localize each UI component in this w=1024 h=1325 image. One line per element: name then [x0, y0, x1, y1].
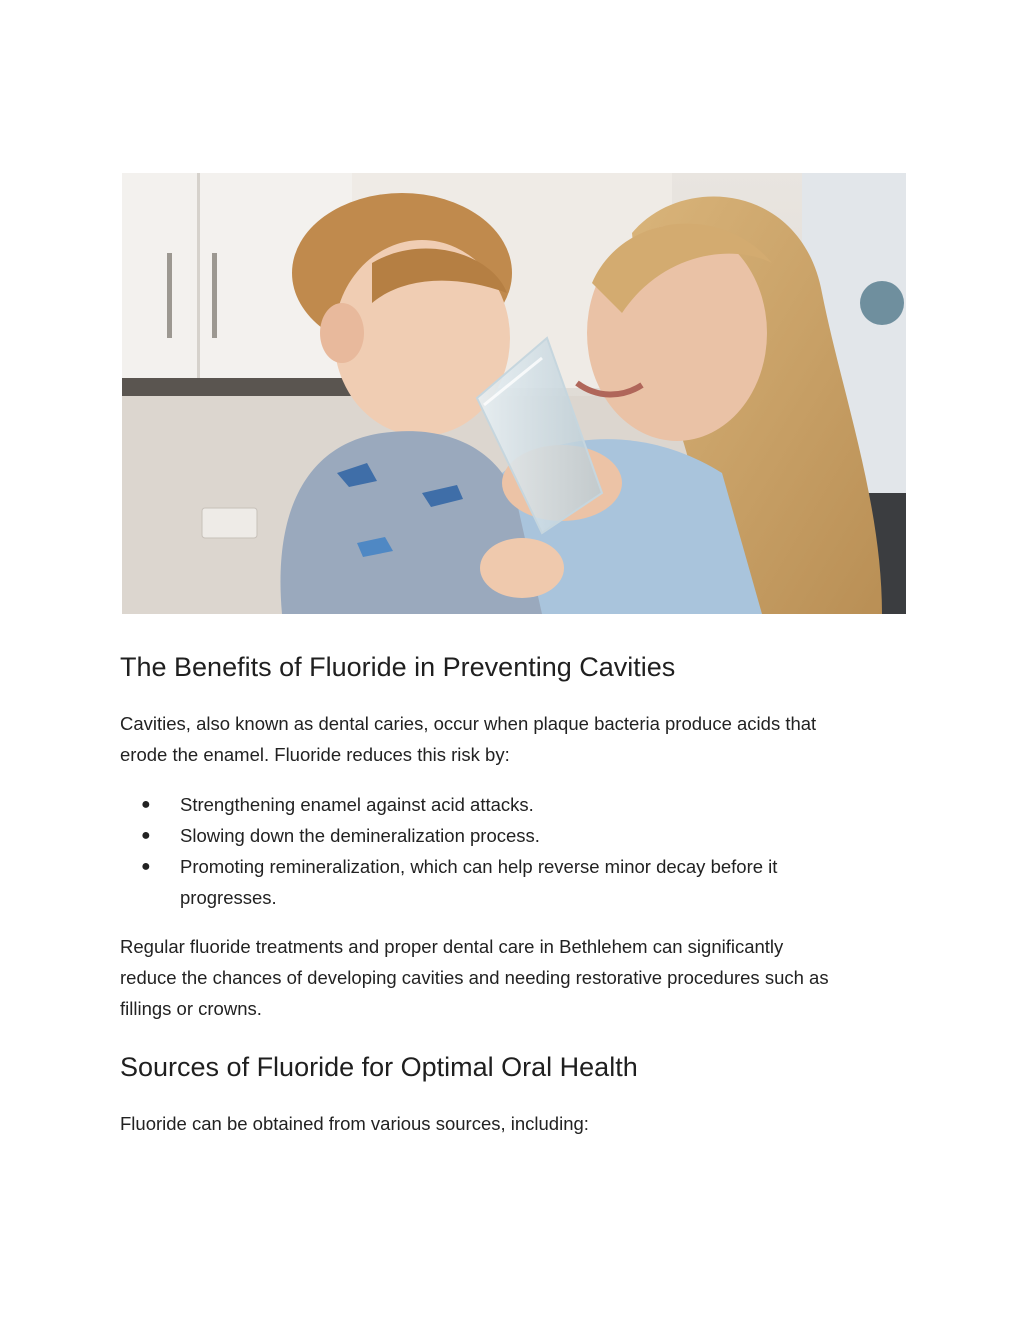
list-item [120, 820, 910, 851]
photo-icon [122, 173, 906, 614]
bullet-marker: ● [141, 796, 151, 813]
benefits-closing-line: reduce the chances of developing cavities and needing restorative procedures such as [120, 967, 829, 988]
bullet-marker: ● [141, 858, 151, 875]
benefits-intro-paragraph [120, 708, 910, 770]
benefits-list [120, 789, 910, 913]
benefits-closing-paragraph [120, 931, 910, 1024]
list-item [120, 789, 910, 820]
list-item-text: Strengthening enamel against acid attacks. [180, 794, 534, 815]
benefits-closing-line: fillings or crowns. [120, 998, 262, 1019]
list-item [120, 851, 910, 913]
benefits-closing-line: Regular fluoride treatments and proper dental care in Bethlehem can significantly [120, 936, 784, 957]
bullet-marker: ● [141, 827, 151, 844]
list-item-text: Slowing down the demineralization process. [180, 825, 540, 846]
sources-intro-paragraph: Fluoride can be obtained from various sources, including: [120, 1113, 589, 1134]
heading-sources: Sources of Fluoride for Optimal Oral Health [120, 1052, 638, 1082]
hero-photo [122, 173, 906, 614]
heading-benefits: The Benefits of Fluoride in Preventing Cavities [120, 652, 676, 682]
benefits-intro-line: Cavities, also known as dental caries, occur when plaque bacteria produce acids that [120, 713, 817, 734]
benefits-intro-line: erode the enamel. Fluoride reduces this risk by: [120, 744, 510, 765]
list-item-text: Promoting remineralization, which can help reverse minor decay before it [180, 856, 778, 877]
list-item-text: progresses. [180, 887, 277, 908]
